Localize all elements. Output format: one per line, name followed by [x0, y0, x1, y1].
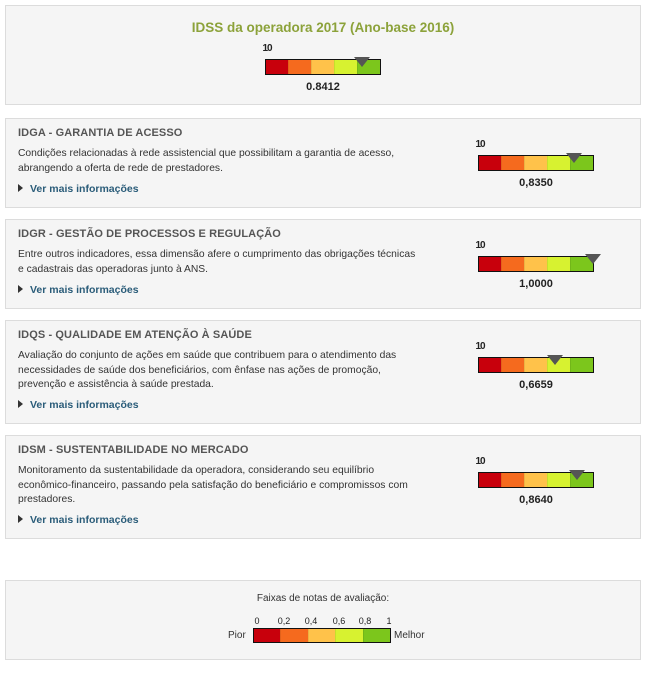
color-segment — [524, 156, 547, 170]
color-segment — [479, 156, 501, 170]
gauge-value: 0,8350 — [519, 177, 553, 189]
expand-triangle-icon — [18, 285, 23, 293]
color-segment — [479, 257, 501, 271]
color-segment — [547, 473, 570, 487]
color-segment — [254, 629, 280, 642]
gauge-bar — [478, 357, 594, 373]
color-segment — [311, 60, 334, 74]
gauge-value: 0,6659 — [519, 379, 553, 391]
color-segment — [524, 358, 547, 372]
gauge-min-label: 0 — [480, 341, 486, 352]
color-segment — [501, 473, 524, 487]
color-segment — [501, 358, 524, 372]
dimension-title: IDGR - GESTÃO DE PROCESSOS E REGULAÇÃO — [18, 228, 281, 240]
dimension-card-idsm — [5, 435, 641, 539]
expand-triangle-icon — [18, 400, 23, 408]
legend-worst-label: Pior — [228, 630, 246, 641]
dimension-description: Monitoramento da sustentabilidade da operadora, considerando seu equilíbrio econômico-financeiro, passando pela satisfação do beneficiário e compromissos com prestadores. — [18, 465, 408, 505]
expand-triangle-icon — [18, 515, 23, 523]
legend-tick: 1 — [386, 616, 392, 626]
color-segment — [524, 473, 547, 487]
gauge-marker-icon — [585, 254, 601, 264]
color-segment — [335, 629, 362, 642]
gauge-marker-icon — [569, 470, 585, 480]
color-segment — [280, 629, 307, 642]
dimension-card-idqs — [5, 320, 641, 424]
overall-score-panel — [5, 5, 641, 105]
gauge-marker-icon — [354, 57, 370, 67]
legend-tick: 0,6 — [332, 616, 346, 626]
gauge-max-label: 1 — [475, 341, 481, 352]
overall-score-title: IDSS da operadora 2017 (Ano-base 2016) — [191, 20, 455, 35]
dimension-card-idgr — [5, 219, 641, 309]
color-segment — [288, 60, 311, 74]
rating-legend-panel — [5, 580, 641, 660]
color-segment — [570, 358, 593, 372]
legend-tick: 0,8 — [358, 616, 372, 626]
more-info-link[interactable] — [18, 514, 139, 526]
gauge-bar — [478, 256, 594, 272]
color-segment — [524, 257, 547, 271]
gauge-min-label: 0 — [480, 456, 486, 467]
gauge-marker-icon — [547, 355, 563, 365]
more-info-label: Ver mais informações — [30, 399, 139, 411]
dimension-description: Entre outros indicadores, essa dimensão afere o cumprimento das obrigações técnicas e cadastrais das operadoras junto à ANS. — [18, 249, 416, 275]
dimension-description: Condições relacionadas à rede assistencial que possibilitam a garantia de acesso, abrangendo a oferta de rede de prestadores. — [18, 148, 395, 174]
dimension-description: Avaliação do conjunto de ações em saúde que contribuem para o atendimento das necessidades de saúde dos beneficiários, com ênfase nas ações de promoção, prevenção e assistência à saúde prestada. — [18, 350, 397, 390]
dimension-title: IDQS - QUALIDADE EM ATENÇÃO À SAÚDE — [18, 329, 252, 341]
color-segment — [363, 629, 390, 642]
legend-tick: 0,2 — [277, 616, 291, 626]
dimension-title: IDGA - GARANTIA DE ACESSO — [18, 127, 183, 139]
gauge-min-label: 0 — [480, 139, 486, 150]
color-segment — [501, 156, 524, 170]
color-segment — [308, 629, 335, 642]
gauge-max-label: 1 — [475, 456, 481, 467]
color-segment — [547, 257, 570, 271]
more-info-label: Ver mais informações — [30, 514, 139, 526]
legend-ticks — [253, 616, 393, 628]
gauge-max-label: 1 — [475, 139, 481, 150]
more-info-link[interactable] — [18, 399, 139, 411]
more-info-label: Ver mais informações — [30, 284, 139, 296]
legend-best-label: Melhor — [394, 630, 425, 641]
gauge-max-label: 1 — [475, 240, 481, 251]
color-segment — [501, 257, 524, 271]
gauge-marker-icon — [566, 153, 582, 163]
gauge-value: 0,8640 — [519, 494, 553, 506]
more-info-label: Ver mais informações — [30, 183, 139, 195]
gauge-min-label: 0 — [267, 43, 273, 54]
color-segment — [266, 60, 288, 74]
legend-tick: 0 — [254, 616, 260, 626]
legend-title: Faixas de notas de avaliação: — [256, 593, 390, 604]
dimension-card-idga — [5, 118, 641, 208]
gauge-max-label: 1 — [262, 43, 268, 54]
gauge-value: 1,0000 — [519, 278, 553, 290]
more-info-link[interactable] — [18, 284, 139, 296]
gauge-min-label: 0 — [480, 240, 486, 251]
legend-tick: 0,4 — [304, 616, 318, 626]
legend-color-bar — [253, 628, 391, 643]
color-segment — [479, 473, 501, 487]
expand-triangle-icon — [18, 184, 23, 192]
more-info-link[interactable] — [18, 183, 139, 195]
color-segment — [479, 358, 501, 372]
gauge-value: 0.8412 — [306, 81, 340, 93]
dimension-title: IDSM - SUSTENTABILIDADE NO MERCADO — [18, 444, 249, 456]
